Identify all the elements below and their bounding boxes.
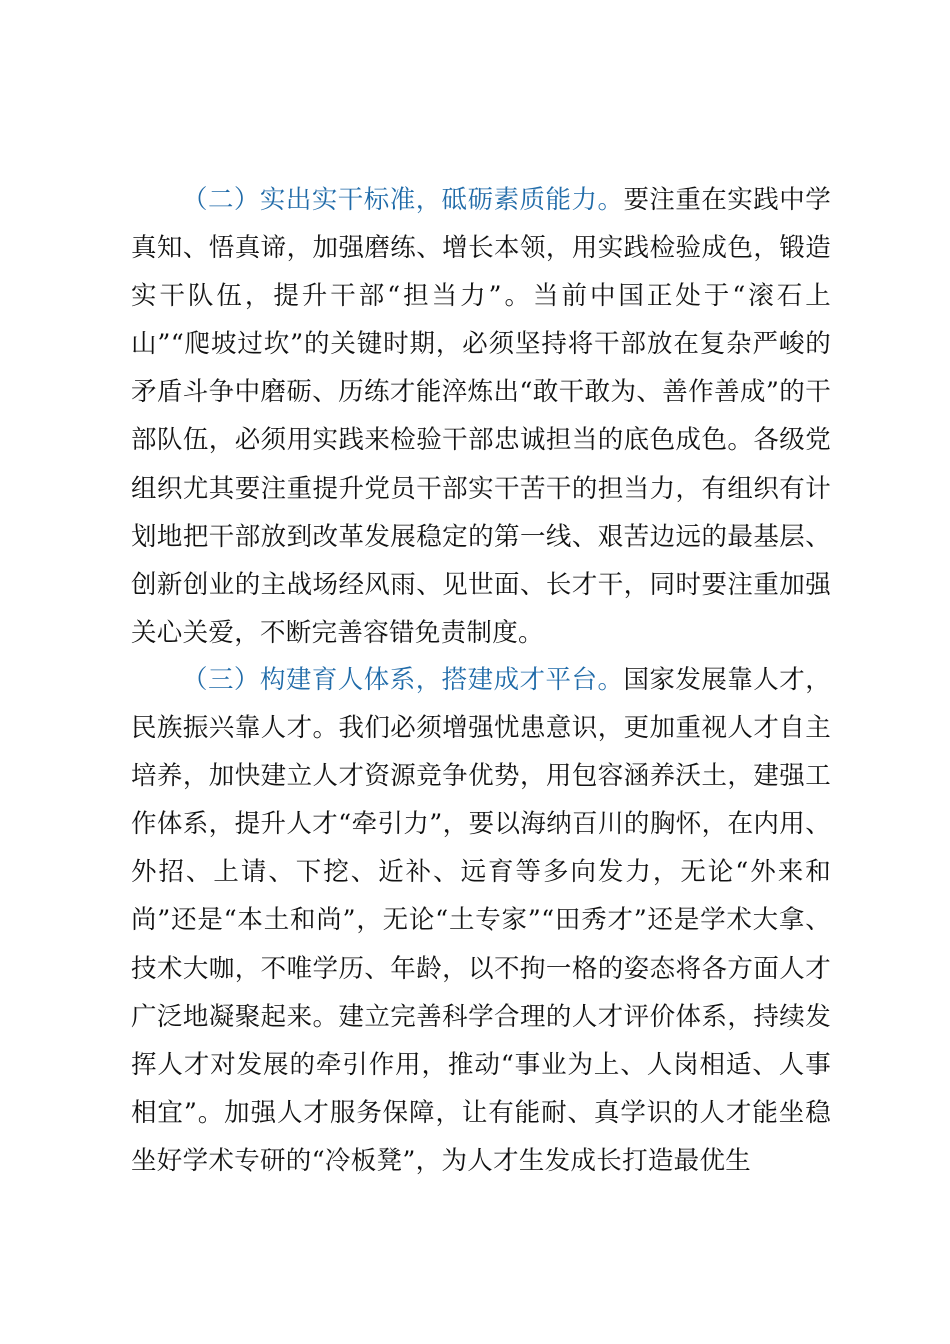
paragraph-section-2 (131, 176, 831, 657)
section-body-2: 要注重在实践中学真知、悟真谛，加强磨练、增长本领，用实践检验成色，锻造实干队伍，提升干部“担当力”。当前中国正处于“滚石上山”“爬坡过坎”的关键时期，必须坚持将干部放在复杂严峻的矛盾斗争中磨砺、历练才能淬炼出“敢干敢为、善作善成”的干部队伍，必须用实践来检验干部忠诚担当的底色成色。各级党组织尤其要注重提升党员干部实干苦干的担当力，有组织有计划地把干部放到改革发展稳定的第一线、艰苦边远的最基层、创新创业的主战场经风雨、见世面、长才干，同时要注重加强关心关爱，不断完善容错免责制度。 (131, 185, 831, 648)
section-body-3: 国家发展靠人才，民族振兴靠人才。我们必须增强忧患意识，更加重视人才自主培养，加快建立人才资源竞争优势，用包容涵养沃土，建强工作体系，提升人才“牵引力”，要以海纳百川的胸怀，在内用、外招、上请、下挖、近补、远育等多向发力，无论“外来和尚”还是“本土和尚”，无论“土专家”“田秀才”还是学术大拿、技术大咖，不唯学历、年龄，以不拘一格的姿态将各方面人才广泛地凝聚起来。建立完善科学合理的人才评价体系，持续发挥人才对发展的牵引作用，推动“事业为上、人岗相适、人事相宜”。加强人才服务保障，让有能耐、真学识的人才能坐稳坐好学术专研的“冷板凳”，为人才生发成长打造最优生 (131, 665, 831, 1176)
section-heading-2: （二）实出实干标准，砥砺素质能力。 (182, 185, 624, 215)
paragraph-section-3 (131, 656, 831, 1185)
section-heading-3: （三）构建育人体系，搭建成才平台。 (182, 665, 624, 695)
